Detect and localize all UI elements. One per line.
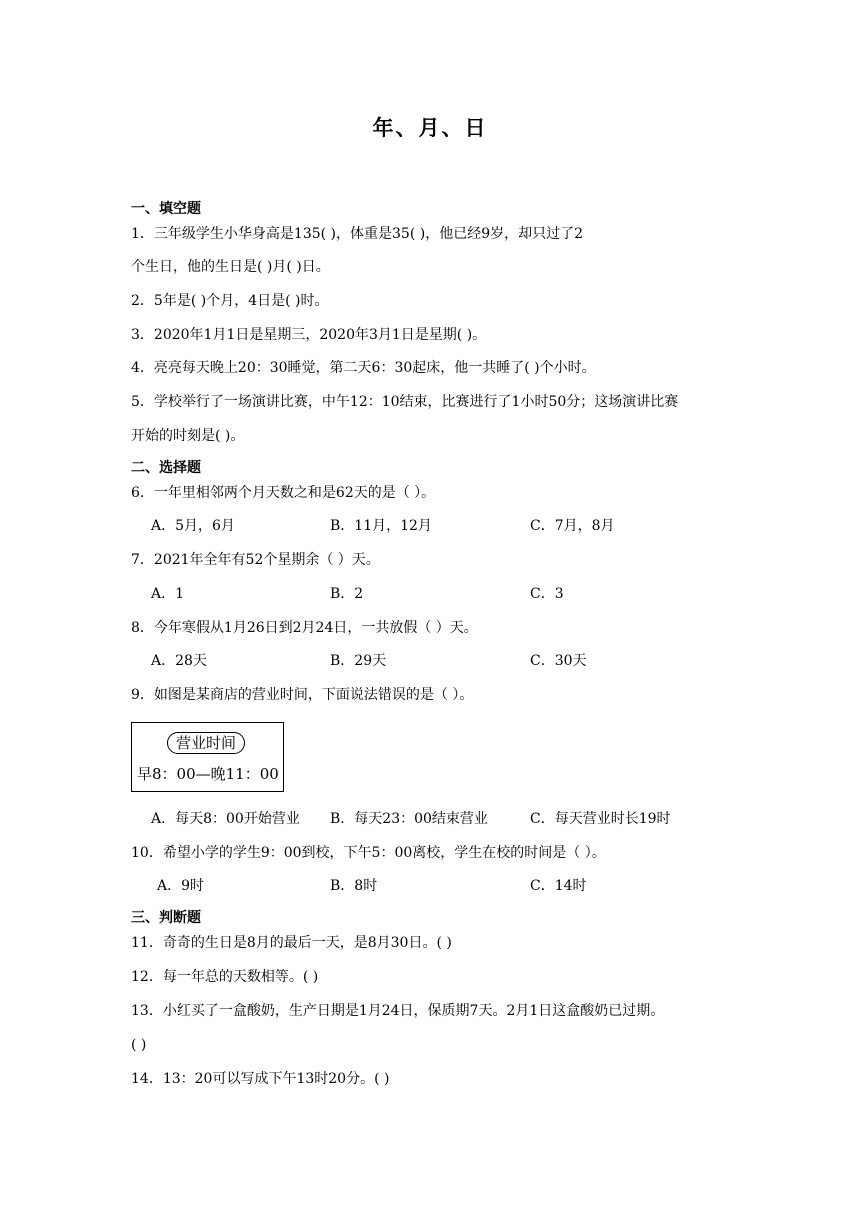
question-13-line-1: 13．小红买了一盒酸奶，生产日期是1月24日，保质期7天。2月1日这盒酸奶已过期。 (131, 1003, 665, 1019)
question-2: 2．5年是( )个月，4日是( )时。 (131, 293, 329, 309)
question-7: 7．2021年全年有52个星期余（ ）天。 (131, 552, 380, 568)
section-heading-fill-in: 一、填空题 (131, 201, 201, 217)
question-8-option-b: B．29天 (330, 653, 387, 669)
question-10-option-c: C．14时 (530, 878, 587, 894)
question-5-line-1: 5．学校举行了一场演讲比赛，中午12：10结束，比赛进行了1小时50分；这场演讲比赛 (131, 394, 679, 410)
question-6-option-b: B．11月，12月 (330, 518, 432, 534)
question-9-option-b: B．每天23：00结束营业 (330, 811, 488, 827)
question-7-option-b: B．2 (330, 586, 364, 602)
business-hours-sign-hours: 早8：00—晚11：00 (137, 765, 279, 783)
question-8-option-a: A．28天 (151, 653, 207, 669)
question-13-line-2: ( ) (131, 1037, 147, 1053)
question-1-line-1: 1．三年级学生小华身高是135( )，体重是35( )，他已经9岁，却只过了2 (131, 226, 584, 242)
question-11: 11．奇奇的生日是8月的最后一天，是8月30日。( ) (131, 935, 452, 951)
business-hours-sign (131, 722, 284, 792)
question-6: 6．一年里相邻两个月天数之和是62天的是（ ）。 (131, 485, 436, 501)
question-9: 9．如图是某商店的营业时间，下面说法错误的是（ ）。 (131, 687, 474, 703)
question-5-line-2: 开始的时刻是( )。 (131, 428, 245, 444)
question-4: 4．亮亮每天晚上20：30睡觉，第二天6：30起床，他一共睡了( )个小时。 (131, 360, 596, 376)
question-6-option-c: C．7月，8月 (530, 518, 615, 534)
question-3: 3．2020年1月1日是星期三，2020年3月1日是星期( )。 (131, 327, 487, 343)
section-heading-multiple-choice: 二、选择题 (131, 460, 201, 476)
question-7-option-a: A．1 (151, 586, 185, 602)
question-10-option-b: B．8时 (330, 878, 378, 894)
question-10-option-a: A．9时 (157, 878, 205, 894)
question-10: 10．希望小学的学生9：00到校，下午5：00离校，学生在校的时间是（ ）。 (131, 845, 606, 861)
business-hours-sign-title: 营业时间 (167, 732, 245, 754)
question-9-option-a: A．每天8：00开始营业 (151, 811, 300, 827)
question-6-option-a: A．5月，6月 (151, 518, 235, 534)
question-8-option-c: C．30天 (530, 653, 587, 669)
question-1-line-2: 个生日，他的生日是( )月( )日。 (131, 259, 330, 275)
page-title: 年、月、日 (372, 116, 488, 140)
question-12: 12．每一年总的天数相等。( ) (131, 969, 319, 985)
section-heading-true-false: 三、判断题 (131, 910, 201, 926)
question-9-option-c: C．每天营业时长19时 (530, 811, 671, 827)
question-8: 8．今年寒假从1月26日到2月24日，一共放假（ ）天。 (131, 620, 478, 636)
question-7-option-c: C．3 (530, 586, 564, 602)
question-14: 14．13：20可以写成下午13时20分。( ) (131, 1071, 390, 1087)
